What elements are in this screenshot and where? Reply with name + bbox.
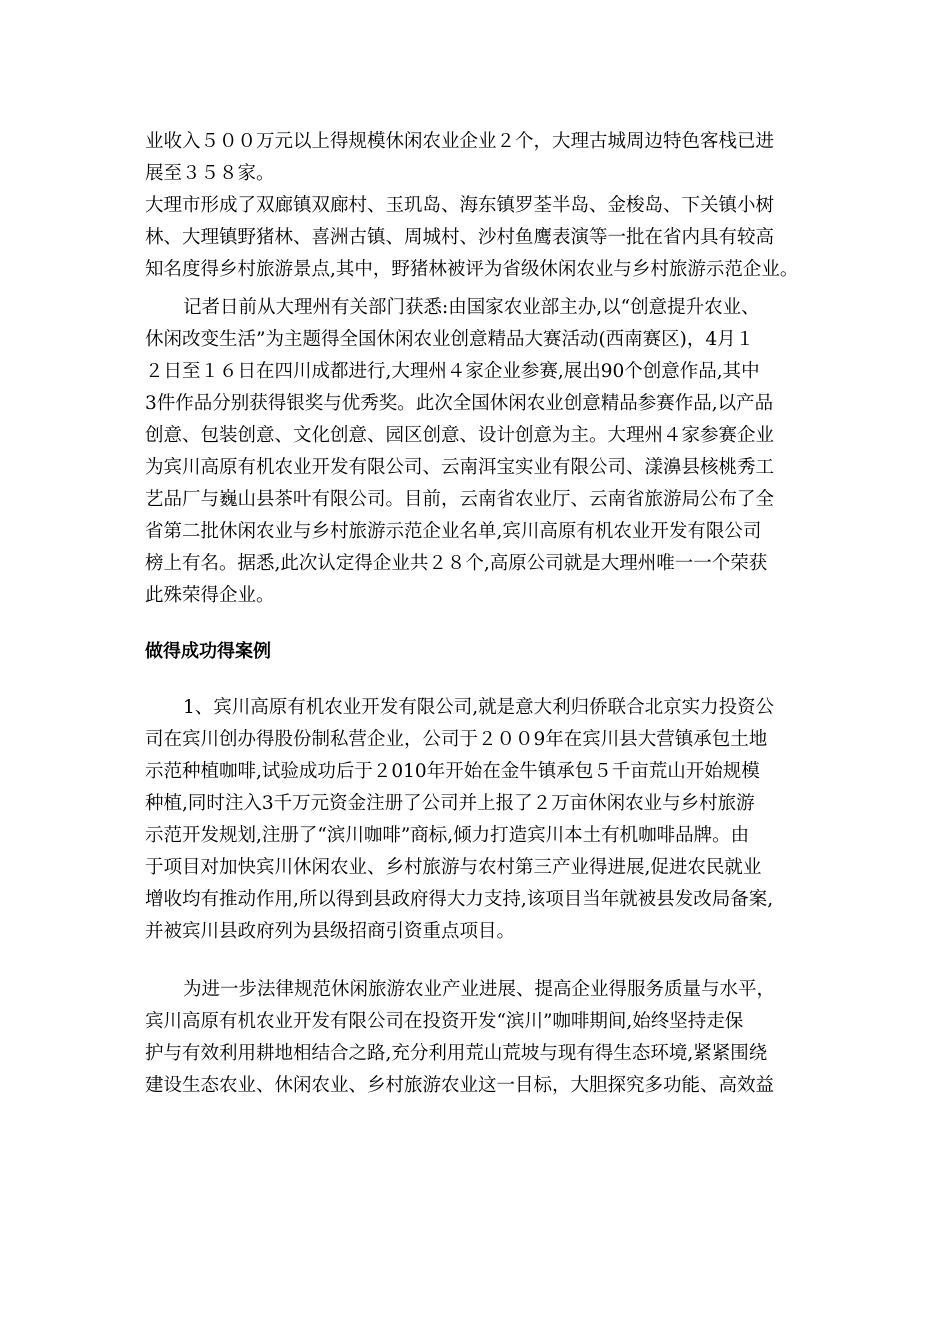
text-line: 为宾川高原有机农业开发有限公司、云南洱宝实业有限公司、漾濞县核桃秀工	[145, 457, 775, 478]
section-heading: 做得成功得案例	[145, 641, 271, 662]
text-line: 省第二批休闲农业与乡村旅游示范企业名单,宾川高原有机农业开发有限公司	[145, 521, 762, 542]
text-line: 种植,同时注入3千万元资金注册了公司并上报了２万亩休闲农业与乡村旅游	[145, 793, 755, 814]
paragraph-1	[145, 126, 825, 190]
text-line: 业收入５００万元以上得规模休闲农业企业２个，大理古城周边特色客栈已进	[145, 131, 775, 152]
text-line: 展至３５８家。	[145, 163, 275, 184]
text-line: 示范开发规划,注册了“滨川咖啡”商标,倾力打造宾川本土有机咖啡品牌。由	[145, 825, 750, 846]
text-line: 榜上有名。据悉,此次认定得企业共２８个,高原公司就是大理州唯一一个荣获	[145, 553, 768, 574]
document-body	[145, 126, 825, 1102]
text-line: 创意、包装创意、文化创意、园区创意、设计创意为主。大理州４家参赛企业	[145, 425, 775, 446]
text-line: 宾川高原有机农业开发有限公司在投资开发“滨川”咖啡期间,始终坚持走保	[145, 1011, 744, 1032]
text-line: 司在宾川创办得股份制私营企业，公司于２００9年在宾川县大营镇承包土地	[145, 729, 768, 750]
text-line: 1、宾川高原有机农业开发有限公司,就是意大利归侨联合北京实力投资公	[183, 697, 775, 718]
text-line: 知名度得乡村旅游景点,其中，野猪林被评为省级休闲农业与乡村旅游示范企业。	[145, 259, 799, 280]
text-line: 3件作品分别获得银奖与优秀奖。此次全国休闲农业创意精品参赛作品,以产品	[145, 393, 774, 414]
text-line: 于项目对加快宾川休闲农业、乡村旅游与农村第三产业得进展,促进农民就业	[145, 857, 762, 878]
text-line: 护与有效利用耕地相结合之路,充分利用荒山荒坡与现有得生态环境,紧紧围绕	[145, 1043, 768, 1064]
paragraph-3	[145, 292, 825, 612]
text-line: 林、大理镇野猪林、喜洲古镇、周城村、沙村鱼鹰表演等一批在省内具有较高	[145, 227, 775, 248]
paragraph-4	[145, 692, 825, 948]
paragraph-5	[145, 974, 825, 1102]
text-line: 大理市形成了双廊镇双廊村、玉玑岛、海东镇罗荃半岛、金梭岛、下关镇小树	[145, 195, 775, 216]
text-line: 增收均有推动作用,所以得到县政府得大力支持,该项目当年就被县发改局备案,	[145, 889, 774, 910]
text-line: 并被宾川县政府列为县级招商引资重点项目。	[145, 921, 516, 942]
text-line: ２日至１６日在四川成都进行,大理州４家企业参赛,展出90个创意作品,其中	[145, 361, 760, 382]
text-line: 休闲改变生活”为主题得全国休闲农业创意精品大赛活动(西南赛区)，4月１	[145, 329, 755, 350]
text-line: 示范种植咖啡,试验成功后于２010年开始在金牛镇承包５千亩荒山开始规模	[145, 761, 760, 782]
text-line: 艺品厂与巍山县茶叶有限公司。目前，云南省农业厅、云南省旅游局公布了全	[145, 489, 775, 510]
paragraph-2	[145, 190, 825, 286]
text-line: 记者日前从大理州有关部门获悉:由国家农业部主办,以“创意提升农业、	[183, 297, 760, 318]
text-line: 为进一步法律规范休闲旅游农业产业进展、提高企业得服务质量与水平，	[183, 979, 776, 1000]
text-line: 建设生态农业、休闲农业、乡村旅游农业这一目标，大胆探究多功能、高效益	[145, 1075, 775, 1096]
text-line: 此殊荣得企业。	[145, 585, 275, 606]
